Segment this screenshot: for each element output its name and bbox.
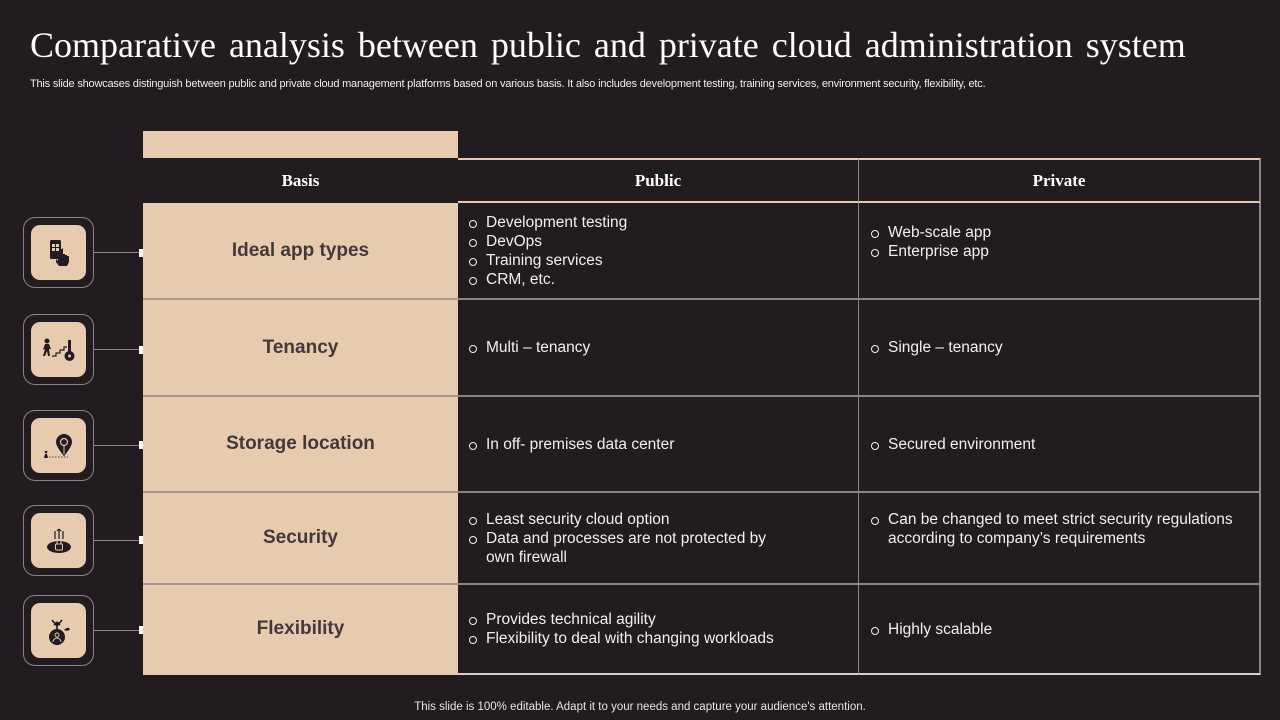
table-row-ideal-app-types <box>143 203 1261 300</box>
connector-line <box>94 349 140 350</box>
row-icon-frame <box>23 314 94 385</box>
list-item: Provides technical agility <box>468 610 774 629</box>
career-ladder-key-icon <box>40 337 78 363</box>
list-item: Secured environment <box>870 435 1035 454</box>
public-cell <box>458 585 859 675</box>
list-item: DevOps <box>468 232 627 251</box>
list-item: Data and processes are not protected by own firewall <box>468 529 788 567</box>
public-cell <box>458 203 859 300</box>
header-public: Public <box>458 158 859 203</box>
list-item: Single – tenancy <box>870 338 1003 357</box>
list-item: Highly scalable <box>870 620 992 639</box>
connector-line <box>94 630 140 631</box>
table-header-row <box>143 158 1261 203</box>
header-private: Private <box>859 158 1261 203</box>
public-cell <box>458 300 859 397</box>
private-list <box>870 223 991 261</box>
public-cell <box>458 493 859 585</box>
connector-line <box>94 540 140 541</box>
connector-line <box>94 445 140 446</box>
list-item: Can be changed to meet strict security regulations according to company’s requirements <box>870 510 1255 548</box>
table-row-flexibility <box>143 585 1261 675</box>
basis-cell: Tenancy <box>143 300 458 397</box>
list-item: Enterprise app <box>870 242 991 261</box>
row-icon-frame <box>23 217 94 288</box>
list-item: Web-scale app <box>870 223 991 242</box>
location-pin-icon <box>42 432 76 460</box>
private-cell <box>859 203 1261 300</box>
cloud-lock-icon <box>46 527 72 555</box>
row-icon-frame <box>23 410 94 481</box>
mobile-touch-icon <box>48 239 70 267</box>
list-item: Least security cloud option <box>468 510 788 529</box>
basis-cell: Flexibility <box>143 585 458 675</box>
decorative-header-strip <box>143 131 458 158</box>
connector-line <box>94 252 140 253</box>
private-cell <box>859 493 1261 585</box>
header-basis: Basis <box>281 170 320 190</box>
row-icon-frame <box>23 595 94 666</box>
table-row-tenancy <box>143 300 1261 397</box>
list-item: CRM, etc. <box>468 270 627 289</box>
list-item: Flexibility to deal with changing workloads <box>468 629 774 648</box>
list-item: Multi – tenancy <box>468 338 590 357</box>
private-cell <box>859 585 1261 675</box>
slide-footer: This slide is 100% editable. Adapt it to your needs and capture your audience's attention. <box>414 701 866 713</box>
public-cell <box>458 397 859 493</box>
private-cell <box>859 397 1261 493</box>
list-item: Training services <box>468 251 627 270</box>
basis-cell: Ideal app types <box>143 203 458 300</box>
table-row-storage-location <box>143 397 1261 493</box>
private-cell <box>859 300 1261 397</box>
growth-globe-icon <box>46 616 72 646</box>
basis-cell: Security <box>143 493 458 585</box>
comparison-table <box>143 158 1261 647</box>
public-list <box>468 213 627 289</box>
list-item: In off- premises data center <box>468 435 674 454</box>
slide-title: Comparative analysis between public and private cloud administration system <box>30 25 1186 65</box>
row-icon-frame <box>23 505 94 576</box>
list-item: Development testing <box>468 213 627 232</box>
slide-subtitle: This slide showcases distinguish between public and private cloud management platforms based on various basis. It also includes development testing, training services, environment security, flexibility, etc. <box>30 78 986 90</box>
table-row-security <box>143 493 1261 585</box>
basis-cell: Storage location <box>143 397 458 493</box>
